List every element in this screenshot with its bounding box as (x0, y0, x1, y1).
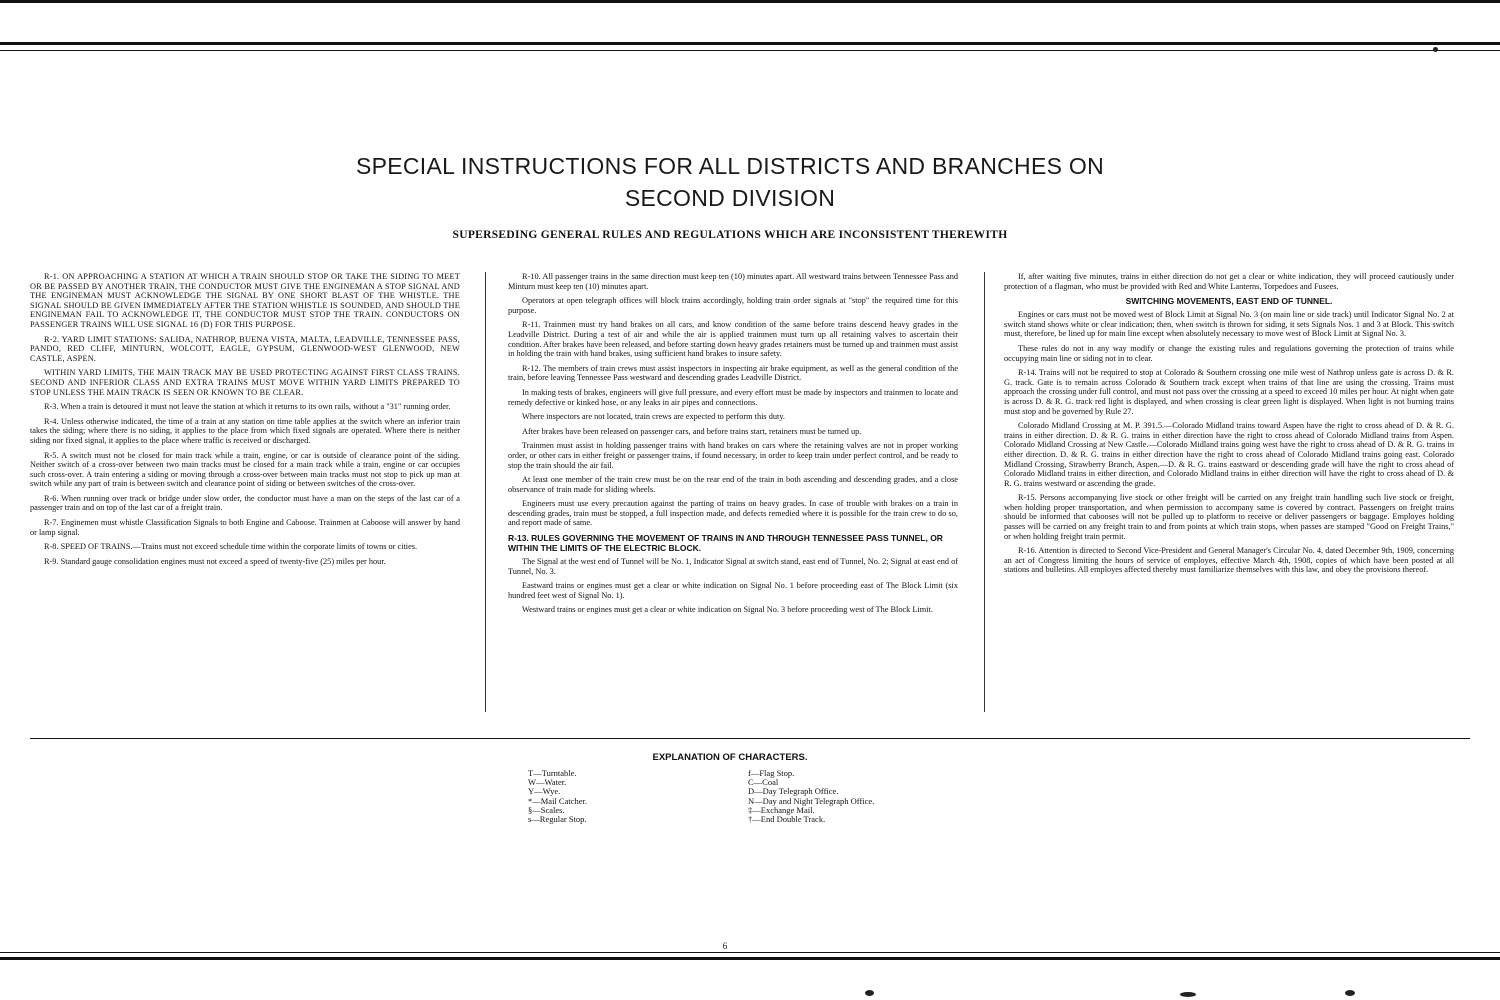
scan-speck (1433, 47, 1438, 52)
legend-list-right (748, 769, 874, 824)
column-middle (508, 272, 958, 722)
page-title (230, 150, 1230, 214)
footer-rule-thin (0, 952, 1500, 953)
scan-speck (1180, 992, 1196, 997)
rule-paragraph: R-1. ON APPROACHING A STATION AT WHICH A TRAIN SHOULD STOP OR TAKE THE SIDING TO MEET OR BE PASSED BY ANOTHER TRAIN, THE CONDUCTOR MUST GIVE THE ENGINEMAN A STOP SIGNAL AND THE ENGINEMAN MUST ACKNOWLEDGE THE SIGNAL BY ONE SHORT BLAST OF THE WHISTLE. THE SIGNAL SHOULD BE GIVEN IMMEDIATELY AFTER THE STATION WHISTLE IS SOUNDED, AND SHOULD THE ENGINEMAN FAIL TO ACKNOWLEDGE IT, THE CONDUCTOR MUST STOP THE TRAIN. CONDUCTORS ON PASSENGER TRAINS WILL USE SIGNAL 16 (D) FOR THIS PURPOSE. (30, 272, 460, 329)
rule-paragraph: R-7. Enginemen must whistle Classification Signals to both Engine and Caboose. Trainmen at Caboose will answer by hand or lamp signal. (30, 518, 460, 537)
column-right (1004, 272, 1454, 722)
top-edge-rule (0, 0, 1500, 3)
rule-paragraph: R-8. SPEED OF TRAINS.—Trains must not exceed schedule time within the corporate limits of towns or cities. (44, 542, 418, 552)
legend-item: C—Coal (748, 777, 779, 788)
rule-paragraph: Engines or cars must not be moved west of Block Limit at Signal No. 3 (on main line or side track) until Indicator Signal No. 2 at switch stand shows white or clear indication; then, when switch is thrown for siding, it sets Signals Nos. 1 and 3 at Block. This switch must, therefore, be lined up for main line except when absolutely necessary to move west of Block Limit at Signal No. 3. (1004, 310, 1454, 339)
legend-item: §—Scales. (528, 804, 565, 815)
legend-item: s—Regular Stop. (528, 814, 587, 825)
legend-item: *—Mail Catcher. (528, 795, 588, 806)
rule-paragraph: R-12. The members of train crews must assist inspectors in inspecting air brake equipment, as well as the general condition of the train, before leaving Tennessee Pass westward and descending grades Leadville District. (508, 363, 958, 383)
scan-speck (1345, 990, 1355, 996)
column-divider (984, 272, 985, 712)
rule-paragraph: R-16. Attention is directed to Second Vice-President and General Manager's Circular No. 4, dated December 9th, 1909, concerning an act of Congress limiting the hours of service of employes, effective March 4th, 1908, copies of which have been posted at all stations and bulletins. All employes affected thereby must familiarize themselves with this law, and obey the provisions thereof. (1004, 546, 1454, 575)
legend-item: T—Turntable. (528, 768, 577, 778)
column-left (30, 272, 460, 722)
rule-paragraph: WITHIN YARD LIMITS, THE MAIN TRACK MAY BE USED PROTECTING AGAINST FIRST CLASS TRAINS. SECOND AND INFERIOR CLASS AND EXTRA TRAINS MUST MOVE WITHIN YARD LIMITS PREPARED TO STOP UNLESS THE MAIN TRACK IS SEEN OR KNOWN TO BE CLEAR. (30, 368, 460, 397)
footer-rule-thick (0, 957, 1500, 960)
rule-paragraph: Where inspectors are not located, train crews are expected to perform this duty. (522, 412, 786, 422)
rule-paragraph: R-4. Unless otherwise indicated, the time of a train at any station on time table applies at the switch where an inferior train takes the siding; where there is no siding, it applies to the place from which fixed signals are operated. Where there is neither siding nor fixed signal, it applies to the place where traffic is received or discharged. (30, 416, 460, 445)
rule-paragraph: R-14. Trains will not be required to stop at Colorado & Southern crossing one mile west of Nathrop unless gate is across D. & R. G. track. Gate is to remain across Colorado & Southern track except when trains of that line are using the crossing. Trains must approach the crossing under full control, and must not pass over the crossing at a speed to exceed 10 miles per hour. At night when gate is across D. & R. G. track red light is displayed, and when crossing is clear green light is displayed. When light is not burning trains must stop and be governed by Rule 27. (1004, 368, 1454, 416)
legend-item: D—Day Telegraph Office. (748, 786, 839, 797)
rule-paragraph: After brakes have been released on passenger cars, and before trains start, retainers must be turned up. (522, 426, 862, 436)
legend-list-left (528, 769, 587, 824)
rule-paragraph: R-6. When running over track or bridge under slow order, the conductor must have a man on the steps of the last car of a passenger train and on top of the last car of a freight train. (30, 493, 460, 513)
page-subtitle: SUPERSEDING GENERAL RULES AND REGULATIONS WHICH ARE INCONSISTENT THEREWITH (452, 229, 1008, 241)
rule-paragraph: R-3. When a train is detoured it must not leave the station at which it returns to its own rails, without a "31" running order. (44, 402, 451, 412)
footer-section-rule (30, 738, 1470, 739)
legend-title: EXPLANATION OF CHARACTERS. (652, 752, 808, 763)
legend-item: N—Day and Night Telegraph Office. (748, 795, 875, 806)
rule-paragraph: R-9. Standard gauge consolidation engines must not exceed a speed of twenty-five (25) miles per hour. (44, 556, 386, 566)
legend-item: f—Flag Stop. (748, 768, 795, 778)
section-heading: R-13. RULES GOVERNING THE MOVEMENT OF TRAINS IN AND THROUGH TENNESSEE PASS TUNNEL, OR WITHIN THE LIMITS OF THE ELECTRIC BLOCK. (508, 533, 943, 554)
rule-paragraph: In making tests of brakes, engineers will give full pressure, and every effort must be made by inspectors and trainmen to locate and remedy defective or kinked hose, or any leaks in air pipes and connections. (508, 387, 958, 407)
rule-paragraph: The Signal at the west end of Tunnel will be No. 1, Indicator Signal at switch stand, east end of Tunnel, No. 2; Signal at east end of Tunnel, No. 3. (508, 557, 958, 576)
rule-paragraph: Engineers must use every precaution against the parting of trains on heavy grades. In case of trouble with brakes on a train in descending grades, train must be stopped, a full inspection made, and defects remedied where it is possible for the train crew to do so, and report made of same. (508, 499, 958, 528)
rule-paragraph: R-2. YARD LIMIT STATIONS: SALIDA, NATHROP, BUENA VISTA, MALTA, LEADVILLE, TENNESSEE PASS, PANDO, RED CLIFF, MINTURN, WOLCOTT, EAGLE, GYPSUM, GLENWOOD-WEST GLENWOOD, NEW CASTLE, ASPEN. (30, 334, 460, 363)
legend-item: W—Water. (528, 777, 567, 788)
legend-item: ‡—Exchange Mail. (748, 804, 815, 815)
rule-paragraph: Colorado Midland Crossing at M. P. 391.5.—Colorado Midland trains toward Aspen have the right to cross ahead of D. & R. G. trains in either direction. D. & R. G. trains in either direction have the right to cross ahead of Colorado Midland trains from Aspen. Colorado Midland Crossing at New Castle.—Colorado Midland trains going west have the right to cross ahead of D. & R. G. trains in either direction. D. & R. G. trains in either direction have the right to cross ahead of Colorado Midland trains going east. Colorado Midland Crossing, Strawberry Branch, Aspen.—D. & R. G. trains eastward or descending grade will have the right to cross ahead of Colorado Midland trains in either direction, and Colorado Midland trains in either direction will have the right to cross ahead of D. & R. G. trains westward or ascending the grade. (1004, 421, 1454, 488)
title-line-1: SPECIAL INSTRUCTIONS FOR ALL DISTRICTS AND BRANCHES ON (355, 153, 1105, 179)
rule-paragraph: Westward trains or engines must get a clear or white indication on Signal No. 3 before proceeding west of The Block Limit. (522, 605, 933, 615)
rule-paragraph: These rules do not in any way modify or change the existing rules and regulations governing the protection of trains while occupying main line or siding not in to clear. (1004, 343, 1454, 363)
header-rule-thick (0, 42, 1500, 45)
column-divider (485, 272, 486, 712)
legend-item: Y—Wye. (528, 786, 561, 797)
rule-paragraph: Trainmen must assist in holding passenger trains with hand brakes on cars where the retaining valves are not in proper working order, or other cars in either freight or passenger trains, if found necessary, in order to keep train under perfect control, and be ready to stop the train should the air fail. (508, 441, 958, 470)
header-rule-thin (0, 50, 1500, 51)
rule-paragraph: R-15. Persons accompanying live stock or other freight will be carried on any freight train handling such live stock or freight, when holding proper transportation, and when permission to accompany same is covered by contract. Passengers on freight trains should be informed that cabooses will not be pulled up to platform to receive or deliver passengers or baggage. Employes holding passes will be carried on any freight train to and from points at which train stops, when passes are stamped "Good on Freight Trains," or when holding freight train permit. (1004, 493, 1454, 541)
rule-paragraph: R-10. All passenger trains in the same direction must keep ten (10) minutes apart. All westward trains between Tennessee Pass and Minturn must keep ten (10) minutes apart. (508, 272, 958, 291)
rule-paragraph: At least one member of the train crew must be on the rear end of the train in both ascending and descending grades, and a close observance of train made for sliding wheels. (508, 475, 958, 494)
rule-paragraph: Eastward trains or engines must get a clear or white indication on Signal No. 1 before proceeding east of The Block Limit (six hundred feet west of Signal No. 1). (508, 581, 958, 600)
rule-paragraph: If, after waiting five minutes, trains in either direction do not get a clear or white indication, they will proceed cautiously under protection of a flagman, who must be provided with Red and White Lanterns, Torpedoes and Fusees. (1004, 272, 1454, 291)
scan-speck (865, 990, 874, 996)
rule-paragraph: R-11. Trainmen must try hand brakes on all cars, and know condition of the same before trains descend heavy grades in the Leadville District. During a test of air and while the air is applied trainmen must turn up all retaining valves to ascertain their condition. After brakes have been released, and before starting down heavy grades retainers must be turned up and trainmen must assist in holding the train with hand brakes, using sufficient hand brakes to insure safety. (508, 320, 958, 359)
legend-item: †—End Double Track. (748, 814, 826, 825)
rule-paragraph: Operators at open telegraph offices will block trains accordingly, holding train order signals at "stop" the required time for this purpose. (508, 296, 958, 315)
page-number: 6 (722, 941, 728, 951)
title-line-2: SECOND DIVISION (624, 185, 836, 211)
section-heading: SWITCHING MOVEMENTS, EAST END OF TUNNEL. (1125, 296, 1333, 307)
rule-paragraph: R-5. A switch must not be closed for main track while a train, engine, or car is outside of clearance point of the siding. Neither switch of a cross-over between two main tracks must be closed for a main track while a train, engine or car occupies such cross-over. A train entering a siding or moving through a cross-over between main tracks must not stop to pick up man at switch while any part of train is between switch and clearance point of siding or between switches of the cross-over. (30, 450, 460, 489)
